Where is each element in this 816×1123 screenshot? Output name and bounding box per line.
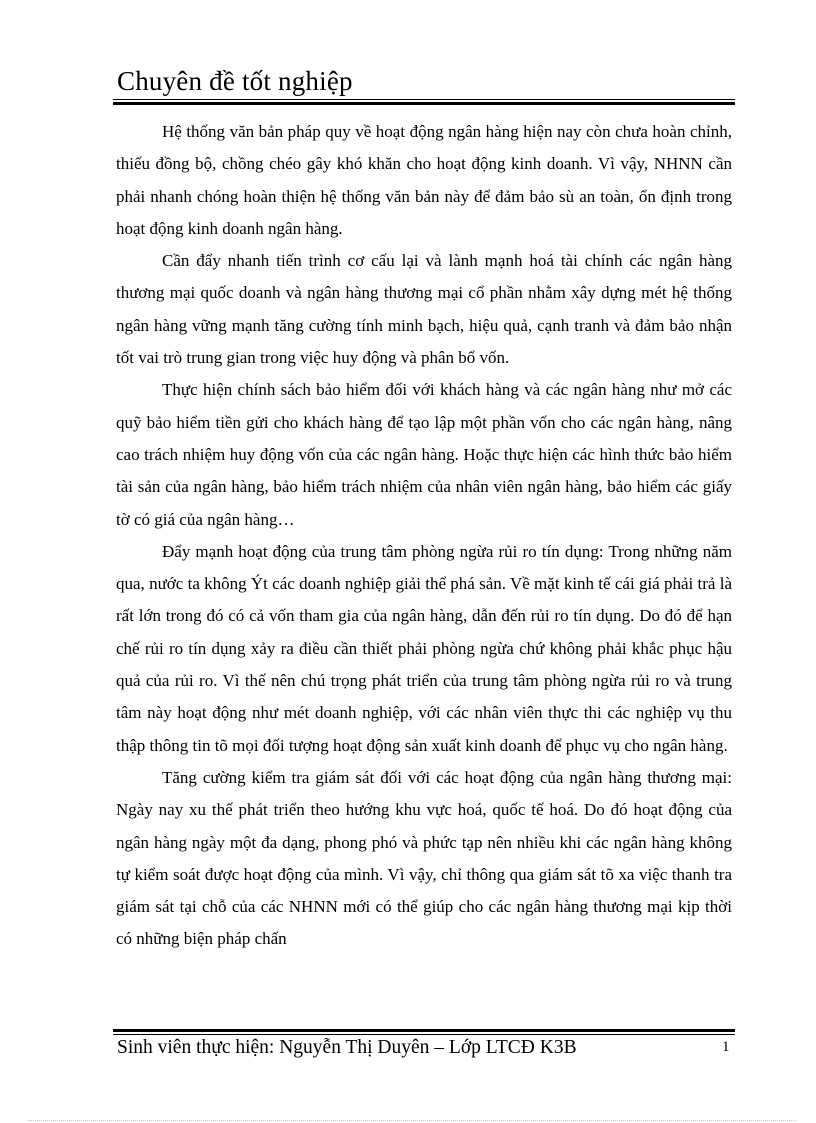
header-rule-thin <box>113 99 735 100</box>
footer-author-line: Sinh viên thực hiện: Nguyễn Thị Duyên – Lớp LTCĐ K3B <box>117 1037 577 1058</box>
paragraph: Hệ thống văn bản pháp quy về hoạt động ngân hàng hiện nay còn chưa hoàn chỉnh, thiếu đồng bộ, chồng chéo gây khó khăn cho hoạt động kinh doanh. Vì vậy, NHNN cần phải nhanh chóng hoàn thiện hệ thống văn bản này để đảm bảo sù an toàn, ổn định trong hoạt động kinh doanh ngân hàng. <box>116 122 732 238</box>
paragraph: Tăng cường kiểm tra giám sát đối với các hoạt động của ngân hàng thương mại: Ngày nay xu thế phát triển theo hướng khu vực hoá, quốc tế hoá. Do đó hoạt động của ngân hàng ngày một đa dạng, phong phó và phức tạp nên nhiều khi các ngân hàng không tự kiểm soát được hoạt động của mình. Vì vậy, chỉ thông qua giám sát tõ xa việc thanh tra giám sát tại chỗ của các NHNN mới có thể giúp cho các ngân hàng thương mại kịp thời có những biện pháp chấn <box>116 767 732 949</box>
header-rule-thick <box>113 102 735 105</box>
body-text <box>116 116 732 956</box>
paragraph: Thực hiện chính sách bảo hiểm đối với khách hàng và các ngân hàng như mở các quỹ bảo hiểm tiền gửi cho khách hàng để tạo lập một phần vốn cho các ngân hàng, nâng cao trách nhiệm huy động vốn của các ngân hàng. Hoặc thực hiện các hình thức bảo hiểm tài sản của ngân hàng, bảo hiểm trách nhiệm của nhân viên ngân hàng, bảo hiểm các giấy tờ có giá của ngân hàng… <box>116 380 732 529</box>
footer-rule-thin <box>113 1034 735 1035</box>
page-header-title: Chuyên đề tốt nghiệp <box>117 66 353 96</box>
paragraph: Cần đẩy nhanh tiến trình cơ cấu lại và lành mạnh hoá tài chính các ngân hàng thương mại quốc doanh và ngân hàng thương mại cổ phần nhằm xây dựng mét hệ thống ngân hàng vững mạnh tăng cường tính minh bạch, hiệu quả, cạnh tranh và đảm bảo nhận tốt vai trò trung gian trong việc huy động và phân bổ vốn. <box>116 251 732 368</box>
footer-rule-thick <box>113 1029 735 1032</box>
paragraph: Đẩy mạnh hoạt động của trung tâm phòng ngừa rủi ro tín dụng: Trong những năm qua, nước ta không Ýt các doanh nghiệp giải thể phá sản. Về mặt kinh tế cái giá phải trả là rất lớn trong đó có cả vốn tham gia của ngân hàng, dẫn đến rủi ro tín dụng. Do đó để hạn chế rủi ro tín dụng xảy ra điều cần thiết phải phòng ngừa chứ không phải khắc phục hậu quả của rủi ro. Vì thế nên chú trọng phát triển của trung tâm phòng ngừa rủi ro và trung tâm này hoạt động như mét doanh nghiệp, với các nhân viên thực thi các nghiệp vụ thu thập thông tin tõ mọi đối tượng hoạt động sản xuất kinh doanh để phục vụ cho ngân hàng. <box>116 541 732 755</box>
page-number: 1 <box>722 1039 730 1055</box>
page-edge-divider <box>28 1120 796 1121</box>
